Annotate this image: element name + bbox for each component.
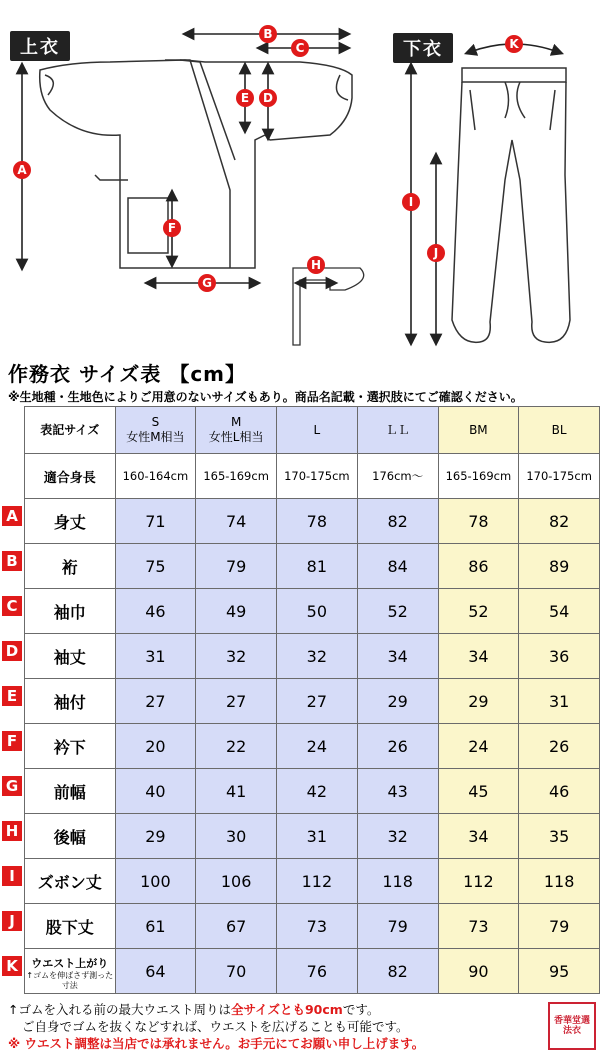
value-cell: 82 — [357, 949, 438, 994]
value-cell: 74 — [196, 499, 277, 544]
table-row — [25, 499, 600, 544]
value-cell: 84 — [357, 544, 438, 589]
value-cell: 90 — [438, 949, 519, 994]
table-row — [25, 724, 600, 769]
value-cell: 27 — [276, 679, 357, 724]
row-letter-h: H — [2, 821, 22, 841]
size-header: ＬＬ — [357, 407, 438, 454]
value-cell: 32 — [196, 634, 277, 679]
value-cell: 89 — [519, 544, 600, 589]
value-cell: 45 — [438, 769, 519, 814]
value-cell: 54 — [519, 589, 600, 634]
value-cell: 112 — [438, 859, 519, 904]
value-cell: 41 — [196, 769, 277, 814]
table-row — [25, 904, 600, 949]
shop-seal-stamp: 香華堂選法衣 — [548, 1002, 596, 1050]
value-cell: 79 — [196, 544, 277, 589]
page-title: 作務衣 サイズ表 【cm】 — [8, 362, 247, 386]
size-header: BM — [438, 407, 519, 454]
row-label: 袖付 — [25, 679, 116, 724]
top-garment-tag: 上衣 — [10, 31, 70, 61]
value-cell: 73 — [276, 904, 357, 949]
row-letter-d: D — [2, 641, 22, 661]
table-row — [25, 634, 600, 679]
value-cell: 52 — [357, 589, 438, 634]
value-cell: 73 — [438, 904, 519, 949]
value-cell: 118 — [357, 859, 438, 904]
value-cell: 36 — [519, 634, 600, 679]
value-cell: 71 — [115, 499, 196, 544]
diagram-label-f: F — [167, 221, 177, 235]
diagram-label-e: E — [240, 91, 250, 105]
value-cell: 82 — [519, 499, 600, 544]
value-cell: 70 — [196, 949, 277, 994]
diagram-label-j: J — [433, 246, 439, 260]
value-cell: 31 — [276, 814, 357, 859]
value-cell: 61 — [115, 904, 196, 949]
value-cell: 34 — [357, 634, 438, 679]
value-cell: 32 — [357, 814, 438, 859]
value-cell: 67 — [196, 904, 277, 949]
value-cell: 22 — [196, 724, 277, 769]
value-cell: 46 — [115, 589, 196, 634]
value-cell: 79 — [357, 904, 438, 949]
table-row — [25, 769, 600, 814]
value-cell: 27 — [196, 679, 277, 724]
value-cell: 34 — [438, 814, 519, 859]
value-cell: 100 — [115, 859, 196, 904]
table-row — [25, 859, 600, 904]
diagram-label-a: A — [17, 163, 27, 177]
value-cell: 76 — [276, 949, 357, 994]
value-cell: 78 — [438, 499, 519, 544]
value-cell: 29 — [115, 814, 196, 859]
row-letter-b: B — [2, 551, 22, 571]
value-cell: 30 — [196, 814, 277, 859]
table-header-row — [25, 407, 600, 454]
diagram-label-d: D — [263, 91, 273, 105]
value-cell: 27 — [115, 679, 196, 724]
value-cell: 31 — [519, 679, 600, 724]
value-cell: 42 — [276, 769, 357, 814]
value-cell: 78 — [276, 499, 357, 544]
value-cell: 112 — [276, 859, 357, 904]
row-label: ズボン丈 — [25, 859, 116, 904]
value-cell: 26 — [519, 724, 600, 769]
value-cell: 35 — [519, 814, 600, 859]
row-letter-e: E — [2, 686, 22, 706]
value-cell: 43 — [357, 769, 438, 814]
row-label: 袖巾 — [25, 589, 116, 634]
garment-drawing — [0, 0, 600, 355]
height-label: 適合身長 — [25, 454, 116, 499]
value-cell: 20 — [115, 724, 196, 769]
diagram-label-b: B — [263, 27, 273, 41]
size-header: M 女性L相当 — [196, 407, 277, 454]
value-cell: 26 — [357, 724, 438, 769]
diagram-label-h: H — [310, 258, 322, 272]
value-cell: 118 — [519, 859, 600, 904]
diagram-label-g: G — [202, 276, 212, 290]
table-row — [25, 814, 600, 859]
value-cell: 82 — [357, 499, 438, 544]
value-cell: 49 — [196, 589, 277, 634]
height-row — [25, 454, 600, 499]
availability-note: ※生地種・生地色によりご用意のないサイズもあり。商品名記載・選択肢にてご確認ください。 — [8, 390, 523, 404]
header-label: 表記サイズ — [25, 407, 116, 454]
bottom-garment-tag: 下衣 — [393, 33, 453, 63]
value-cell: 32 — [276, 634, 357, 679]
value-cell: 106 — [196, 859, 277, 904]
row-label: 前幅 — [25, 769, 116, 814]
row-label: ウエスト上がり ↑ゴムを伸ばさず測った寸法 — [25, 949, 116, 994]
value-cell: 79 — [519, 904, 600, 949]
table-row — [25, 679, 600, 724]
diagram-label-c: C — [295, 41, 305, 55]
table-row — [25, 949, 600, 994]
footer-line-1: ↑ゴムを入れる前の最大ウエスト周りは全サイズとも90cmです。 — [8, 1002, 380, 1017]
value-cell: 52 — [438, 589, 519, 634]
height-cell: 176cm〜 — [357, 454, 438, 499]
value-cell: 46 — [519, 769, 600, 814]
table-row — [25, 544, 600, 589]
size-header: L — [276, 407, 357, 454]
height-cell: 170-175cm — [519, 454, 600, 499]
value-cell: 40 — [115, 769, 196, 814]
size-table — [24, 406, 600, 994]
diagram-label-k: K — [509, 37, 519, 51]
value-cell: 81 — [276, 544, 357, 589]
value-cell: 86 — [438, 544, 519, 589]
diagram-label-i: I — [408, 195, 414, 209]
height-cell: 170-175cm — [276, 454, 357, 499]
row-label: 袖丈 — [25, 634, 116, 679]
value-cell: 31 — [115, 634, 196, 679]
row-label: 股下丈 — [25, 904, 116, 949]
table-row — [25, 589, 600, 634]
value-cell: 95 — [519, 949, 600, 994]
height-cell: 160-164cm — [115, 454, 196, 499]
value-cell: 24 — [276, 724, 357, 769]
row-label: 衿下 — [25, 724, 116, 769]
height-cell: 165-169cm — [438, 454, 519, 499]
value-cell: 50 — [276, 589, 357, 634]
row-letter-a: A — [2, 506, 22, 526]
value-cell: 34 — [438, 634, 519, 679]
row-letter-f: F — [2, 731, 22, 751]
value-cell: 75 — [115, 544, 196, 589]
footer-line-2: ご自身でゴムを抜くなどすれば、ウエストを広げることも可能です。 — [22, 1019, 409, 1034]
height-cell: 165-169cm — [196, 454, 277, 499]
row-label: 裄 — [25, 544, 116, 589]
value-cell: 29 — [357, 679, 438, 724]
size-header: BL — [519, 407, 600, 454]
value-cell: 64 — [115, 949, 196, 994]
row-letter-g: G — [2, 776, 22, 796]
size-diagram — [0, 0, 600, 355]
row-label: 身丈 — [25, 499, 116, 544]
row-letter-i: I — [2, 866, 22, 886]
value-cell: 29 — [438, 679, 519, 724]
footer-line-3: ※ ウエスト調整は当店では承れません。お手元にてお願い申し上げます。 — [8, 1036, 425, 1051]
size-header: S 女性M相当 — [115, 407, 196, 454]
row-letter-c: C — [2, 596, 22, 616]
value-cell: 24 — [438, 724, 519, 769]
row-letter-k: K — [2, 956, 22, 976]
row-letter-j: J — [2, 911, 22, 931]
row-label: 後幅 — [25, 814, 116, 859]
